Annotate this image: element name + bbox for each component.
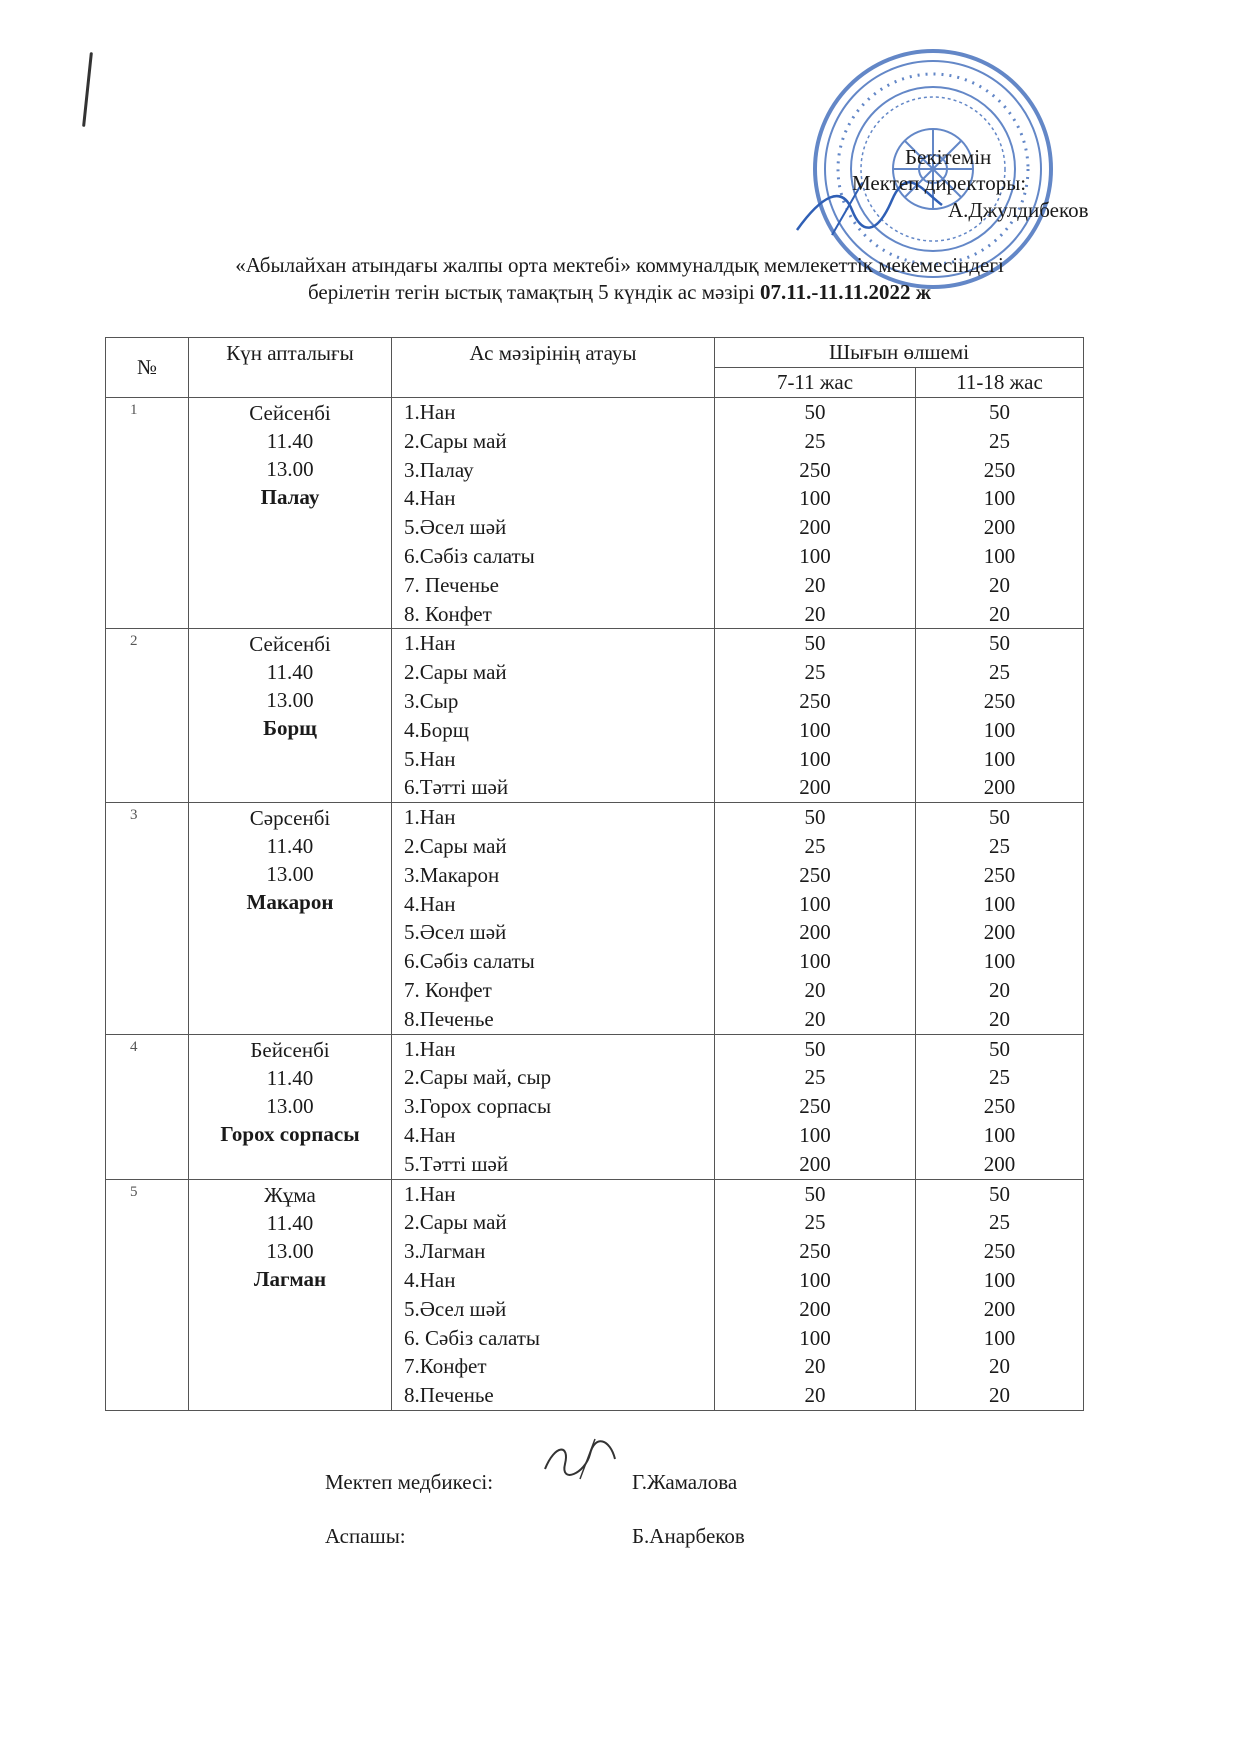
header-menu: Ас мәзірінің атауы — [392, 338, 715, 398]
menu-item: 5.Тәтті шәй — [404, 1151, 509, 1176]
qty-11-18-cell — [916, 398, 1084, 629]
menu-item: 4.Нан — [404, 486, 456, 511]
qty-11-18: 200 — [983, 775, 1016, 800]
qty-11-18: 50 — [989, 1181, 1010, 1206]
qty-11-18: 100 — [983, 949, 1016, 974]
menu-item: 6.Тәтті шәй — [404, 775, 509, 800]
qty-11-18: 25 — [989, 833, 1010, 858]
row-number: 2 — [106, 629, 189, 803]
qty-11-18: 250 — [983, 457, 1016, 482]
dish-name: Борщ — [263, 716, 317, 741]
menu-item-cell — [392, 1034, 715, 1179]
qty-7-11: 100 — [799, 543, 831, 568]
qty-11-18: 20 — [989, 1383, 1010, 1408]
qty-7-11-cell — [715, 1179, 916, 1410]
menu-item: 3.Горох сорпасы — [404, 1094, 552, 1119]
menu-item: 3.Макарон — [404, 862, 500, 887]
qty-7-11: 200 — [799, 515, 831, 540]
day-cell — [189, 803, 392, 1034]
qty-11-18: 100 — [983, 717, 1016, 742]
qty-7-11: 25 — [804, 833, 826, 858]
menu-item: 4.Нан — [404, 891, 456, 916]
qty-7-11: 200 — [799, 920, 831, 945]
qty-11-18: 20 — [989, 601, 1010, 626]
qty-11-18: 20 — [989, 977, 1010, 1002]
qty-7-11: 100 — [799, 1325, 831, 1350]
menu-item: 6. Сәбіз салаты — [404, 1325, 541, 1350]
menu-item-cell — [392, 629, 715, 803]
cook-name: Б.Анарбеков — [632, 1524, 745, 1548]
menu-item: 2.Сары май — [404, 428, 507, 453]
qty-7-11: 250 — [799, 862, 831, 887]
table-row — [106, 1034, 1084, 1179]
end-time: 13.00 — [266, 862, 314, 887]
nurse-signature — [540, 1434, 620, 1484]
start-time: 11.40 — [266, 1210, 314, 1235]
day-name: Сейсенбі — [249, 401, 331, 425]
menu-item: 3.Сыр — [404, 688, 459, 713]
qty-7-11: 25 — [804, 1065, 826, 1090]
start-time: 11.40 — [266, 660, 314, 685]
qty-7-11: 100 — [799, 1267, 831, 1292]
day-name: Бейсенбі — [250, 1037, 330, 1062]
qty-11-18: 200 — [983, 1151, 1016, 1176]
header-measure: Шығын өлшемі — [715, 338, 1084, 368]
qty-11-18: 25 — [989, 1210, 1010, 1235]
menu-item: 4.Нан — [404, 1122, 456, 1147]
qty-11-18: 100 — [983, 486, 1016, 511]
menu-item: 7. Конфет — [404, 977, 492, 1002]
qty-11-18: 50 — [989, 631, 1010, 656]
menu-item: 1.Нан — [404, 400, 456, 424]
qty-11-18: 250 — [983, 688, 1016, 713]
qty-7-11-cell — [715, 398, 916, 629]
qty-7-11: 50 — [804, 1036, 826, 1061]
start-time: 11.40 — [266, 834, 314, 859]
menu-item-cell — [392, 803, 715, 1034]
qty-7-11-cell — [715, 1034, 916, 1179]
qty-7-11: 20 — [804, 977, 826, 1002]
menu-item: 2.Сары май, сыр — [404, 1065, 552, 1090]
table-row — [106, 803, 1084, 1034]
qty-11-18: 200 — [983, 1296, 1016, 1321]
qty-11-18: 250 — [983, 1094, 1016, 1119]
dish-name: Лагман — [253, 1266, 327, 1291]
nurse-name: Г.Жамалова — [632, 1470, 738, 1494]
day-cell — [189, 398, 392, 629]
qty-11-18: 20 — [989, 572, 1010, 597]
qty-7-11: 250 — [799, 688, 831, 713]
menu-item: 6.Сәбіз салаты — [404, 543, 535, 568]
end-time: 13.00 — [266, 1093, 314, 1118]
menu-table — [105, 337, 1084, 1411]
qty-11-18: 250 — [983, 1239, 1016, 1264]
approval-position: Мектеп директоры: — [852, 171, 1027, 195]
row-number: 4 — [106, 1034, 189, 1179]
table-row — [106, 1179, 1084, 1410]
menu-item: 8. Конфет — [404, 601, 492, 626]
title-line-2 — [0, 279, 1239, 306]
dish-name: Макарон — [246, 890, 334, 915]
menu-body — [106, 398, 1084, 1411]
qty-7-11: 250 — [799, 457, 831, 482]
day-name: Сәрсенбі — [249, 806, 331, 831]
day-name: Сейсенбі — [249, 632, 331, 657]
qty-7-11: 100 — [799, 1122, 831, 1147]
title-line-2-text: берілетін тегін ыстық тамақтың 5 күндік ас мәзірі — [307, 280, 761, 304]
qty-7-11: 20 — [804, 572, 826, 597]
header-age-11-18: 11-18 жас — [916, 368, 1084, 398]
qty-11-18: 100 — [983, 1122, 1016, 1147]
table-row — [106, 629, 1084, 803]
menu-item: 7. Печенье — [404, 572, 499, 597]
qty-7-11: 50 — [804, 1181, 826, 1206]
start-time: 11.40 — [266, 1065, 314, 1090]
qty-7-11: 100 — [799, 891, 831, 916]
qty-11-18-cell — [916, 1179, 1084, 1410]
qty-7-11: 20 — [804, 1354, 826, 1379]
menu-item: 4.Борщ — [404, 717, 469, 742]
qty-11-18: 100 — [983, 543, 1016, 568]
qty-11-18: 100 — [983, 1325, 1016, 1350]
menu-item: 5.Нан — [404, 746, 456, 771]
qty-7-11: 25 — [804, 660, 826, 685]
menu-item-cell — [392, 1179, 715, 1410]
qty-7-11-cell — [715, 629, 916, 803]
menu-item: 7.Конфет — [404, 1354, 487, 1379]
qty-11-18: 50 — [989, 400, 1010, 424]
scan-mark — [82, 52, 93, 127]
qty-11-18-cell — [916, 1034, 1084, 1179]
qty-7-11: 100 — [799, 486, 831, 511]
day-cell — [189, 629, 392, 803]
qty-11-18: 50 — [989, 1036, 1010, 1061]
row-number: 3 — [106, 803, 189, 1034]
menu-item: 6.Сәбіз салаты — [404, 949, 535, 974]
table-row — [106, 398, 1084, 629]
qty-7-11: 100 — [799, 949, 831, 974]
qty-7-11-cell — [715, 803, 916, 1034]
qty-11-18: 25 — [989, 428, 1010, 453]
qty-7-11: 25 — [804, 428, 826, 453]
qty-11-18: 20 — [989, 1006, 1010, 1031]
qty-11-18: 250 — [983, 862, 1016, 887]
cook-label: Аспашы: — [325, 1524, 406, 1548]
qty-11-18: 25 — [989, 660, 1010, 685]
qty-7-11: 200 — [799, 1151, 831, 1176]
end-time: 13.00 — [266, 457, 314, 481]
qty-7-11: 200 — [799, 1296, 831, 1321]
qty-7-11: 50 — [804, 805, 826, 830]
qty-7-11: 20 — [804, 1383, 826, 1408]
menu-item: 4.Нан — [404, 1267, 456, 1292]
title-line-1: «Абылайхан атындағы жалпы орта мектебі» коммуналдық мемлекеттік мекемесіндегі — [235, 253, 1004, 277]
day-cell — [189, 1179, 392, 1410]
end-time: 13.00 — [266, 1238, 314, 1263]
qty-11-18: 200 — [983, 920, 1016, 945]
qty-7-11: 20 — [804, 1006, 826, 1031]
menu-item: 3.Лагман — [404, 1239, 486, 1264]
qty-11-18-cell — [916, 629, 1084, 803]
menu-item: 1.Нан — [404, 1036, 456, 1061]
dish-name: Палау — [260, 485, 320, 509]
menu-item: 8.Печенье — [404, 1006, 494, 1031]
row-number: 1 — [106, 398, 189, 629]
header-age-7-11: 7-11 жас — [715, 368, 916, 398]
menu-item: 8.Печенье — [404, 1383, 494, 1408]
qty-7-11: 25 — [804, 1210, 826, 1235]
menu-item: 1.Нан — [404, 631, 456, 656]
menu-item: 3.Палау — [404, 457, 474, 482]
approval-heading: Бекітемін — [905, 145, 992, 169]
menu-item: 5.Әсел шәй — [404, 920, 507, 945]
dish-name: Горох сорпасы — [220, 1121, 360, 1146]
menu-item: 5.Әсел шәй — [404, 1296, 507, 1321]
qty-7-11: 250 — [799, 1094, 831, 1119]
qty-7-11: 50 — [804, 400, 826, 424]
qty-7-11: 100 — [799, 746, 831, 771]
qty-7-11: 250 — [799, 1239, 831, 1264]
document-title — [0, 252, 1239, 306]
header-num: № — [106, 338, 189, 398]
qty-7-11: 100 — [799, 717, 831, 742]
qty-11-18: 100 — [983, 1267, 1016, 1292]
qty-11-18: 100 — [983, 746, 1016, 771]
menu-item: 2.Сары май — [404, 1210, 507, 1235]
qty-7-11: 20 — [804, 601, 826, 626]
menu-item: 5.Әсел шәй — [404, 515, 507, 540]
qty-11-18: 100 — [983, 891, 1016, 916]
approval-director-name: А.Джулдибеков — [948, 198, 1089, 222]
qty-11-18: 20 — [989, 1354, 1010, 1379]
qty-11-18: 25 — [989, 1065, 1010, 1090]
title-dates: 07.11.-11.11.2022 ж — [760, 280, 932, 304]
qty-11-18-cell — [916, 803, 1084, 1034]
menu-item: 2.Сары май — [404, 660, 507, 685]
start-time: 11.40 — [266, 429, 314, 453]
day-cell — [189, 1034, 392, 1179]
day-name: Жұма — [264, 1182, 316, 1207]
qty-11-18: 200 — [983, 515, 1016, 540]
menu-item: 2.Сары май — [404, 833, 507, 858]
nurse-label: Мектеп медбикесі: — [325, 1470, 494, 1494]
menu-item: 1.Нан — [404, 1181, 456, 1206]
qty-11-18: 50 — [989, 805, 1010, 830]
menu-item-cell — [392, 398, 715, 629]
qty-7-11: 50 — [804, 631, 826, 656]
qty-7-11: 200 — [799, 775, 831, 800]
end-time: 13.00 — [266, 688, 314, 713]
menu-item: 1.Нан — [404, 805, 456, 830]
header-day: Күн апталығы — [189, 338, 392, 398]
row-number: 5 — [106, 1179, 189, 1410]
